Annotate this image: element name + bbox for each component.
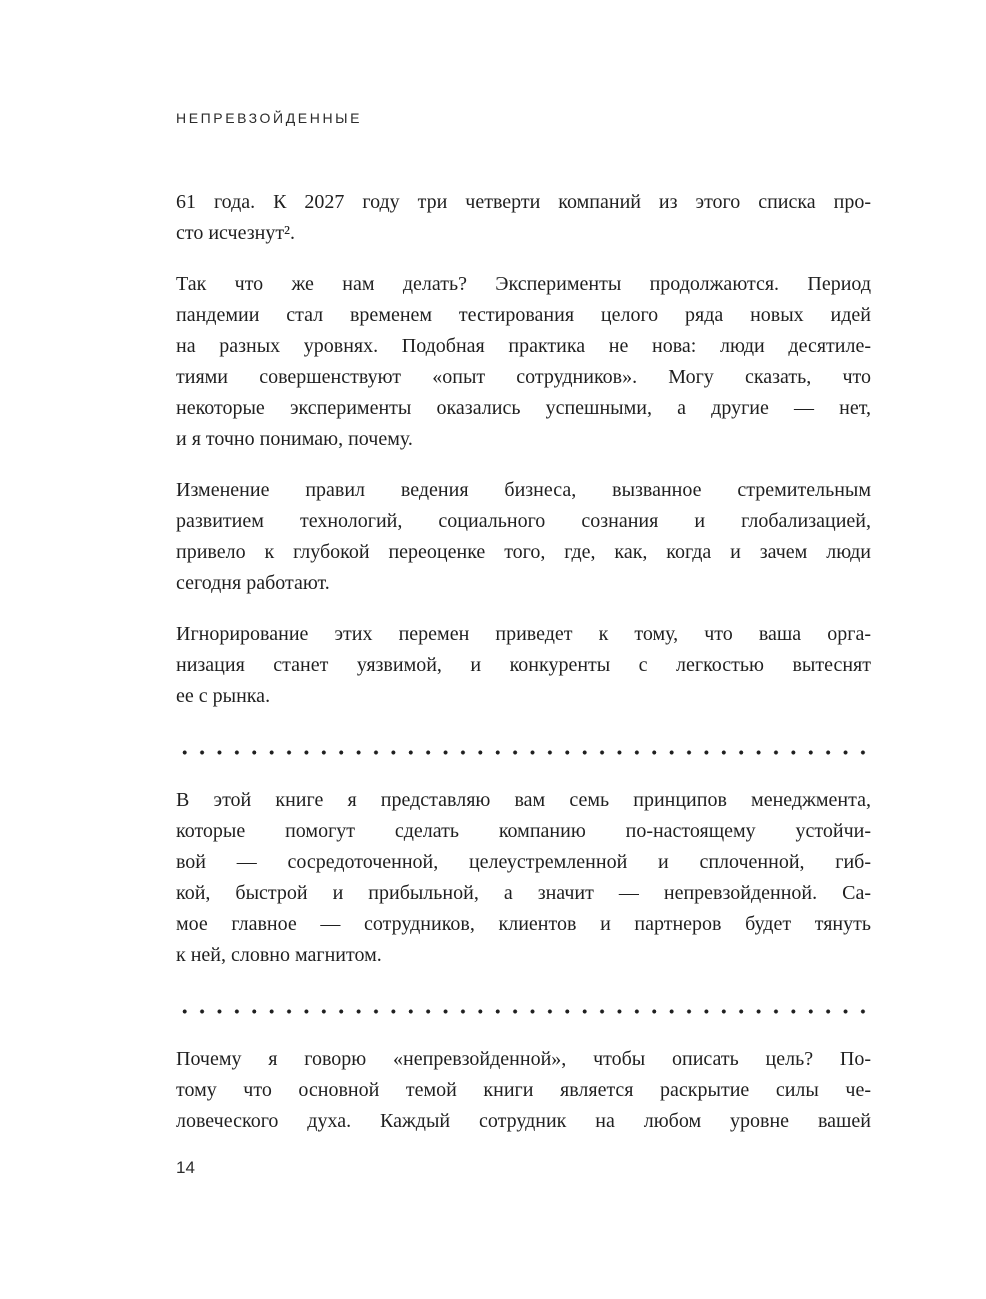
paragraph-6	[176, 1044, 871, 1137]
text-line: сто исчезнут².	[176, 222, 296, 244]
text-line: сегодня работают.	[176, 572, 330, 594]
paragraph-3	[176, 475, 871, 599]
text-block	[176, 0, 871, 1157]
text-line: В этой книге я представляю вам семь принципов менеджмента,	[176, 789, 871, 811]
text-line: некоторые эксперименты оказались успешными, а другие — нет,	[176, 397, 871, 419]
dotted-divider	[176, 750, 871, 755]
text-line: Почему я говорю «непревзойденной», чтобы описать цель? По-	[176, 1048, 871, 1070]
text-line: и я точно понимаю, почему.	[176, 428, 413, 450]
paragraph-1	[176, 187, 871, 249]
text-line: тому что основной темой книги является раскрытие силы че-	[176, 1079, 871, 1101]
dotted-divider	[176, 1009, 871, 1014]
text-line: Изменение правил ведения бизнеса, вызванное стремительным	[176, 479, 871, 501]
paragraph-2	[176, 269, 871, 455]
text-line: ее с рынка.	[176, 685, 271, 707]
paragraph-5	[176, 785, 871, 971]
text-line: тиями совершенствуют «опыт сотрудников». Могу сказать, что	[176, 366, 871, 388]
text-line: на разных уровнях. Подобная практика не нова: люди десятиле-	[176, 335, 871, 357]
text-line: развитием технологий, социального сознания и глобализацией,	[176, 510, 871, 532]
text-line: Так что же нам делать? Эксперименты продолжаются. Период	[176, 273, 871, 295]
text-line: привело к глубокой переоценке того, где, как, когда и зачем люди	[176, 541, 871, 563]
page-number: 14	[176, 1158, 195, 1177]
text-line: 61 года. К 2027 году три четверти компаний из этого списка про-	[176, 191, 871, 213]
text-line: кой, быстрой и прибыльной, а значит — непревзойденной. Са-	[176, 882, 871, 904]
text-line: Игнорирование этих перемен приведет к тому, что ваша орга-	[176, 623, 871, 645]
running-header: НЕПРЕВЗОЙДЕННЫЕ	[176, 110, 363, 126]
text-line: которые помогут сделать компанию по-настоящему устойчи-	[176, 820, 871, 842]
paragraph-4	[176, 619, 871, 712]
text-line: ловеческого духа. Каждый сотрудник на любом уровне вашей	[176, 1110, 871, 1132]
text-line: мое главное — сотрудников, клиентов и партнеров будет тянуть	[176, 913, 871, 935]
text-line: низация станет уязвимой, и конкуренты с легкостью вытеснят	[176, 654, 871, 676]
text-line: к ней, словно магнитом.	[176, 944, 382, 966]
text-line: вой — сосредоточенной, целеустремленной и сплоченной, гиб-	[176, 851, 871, 873]
text-line: пандемии стал временем тестирования целого ряда новых идей	[176, 304, 871, 326]
